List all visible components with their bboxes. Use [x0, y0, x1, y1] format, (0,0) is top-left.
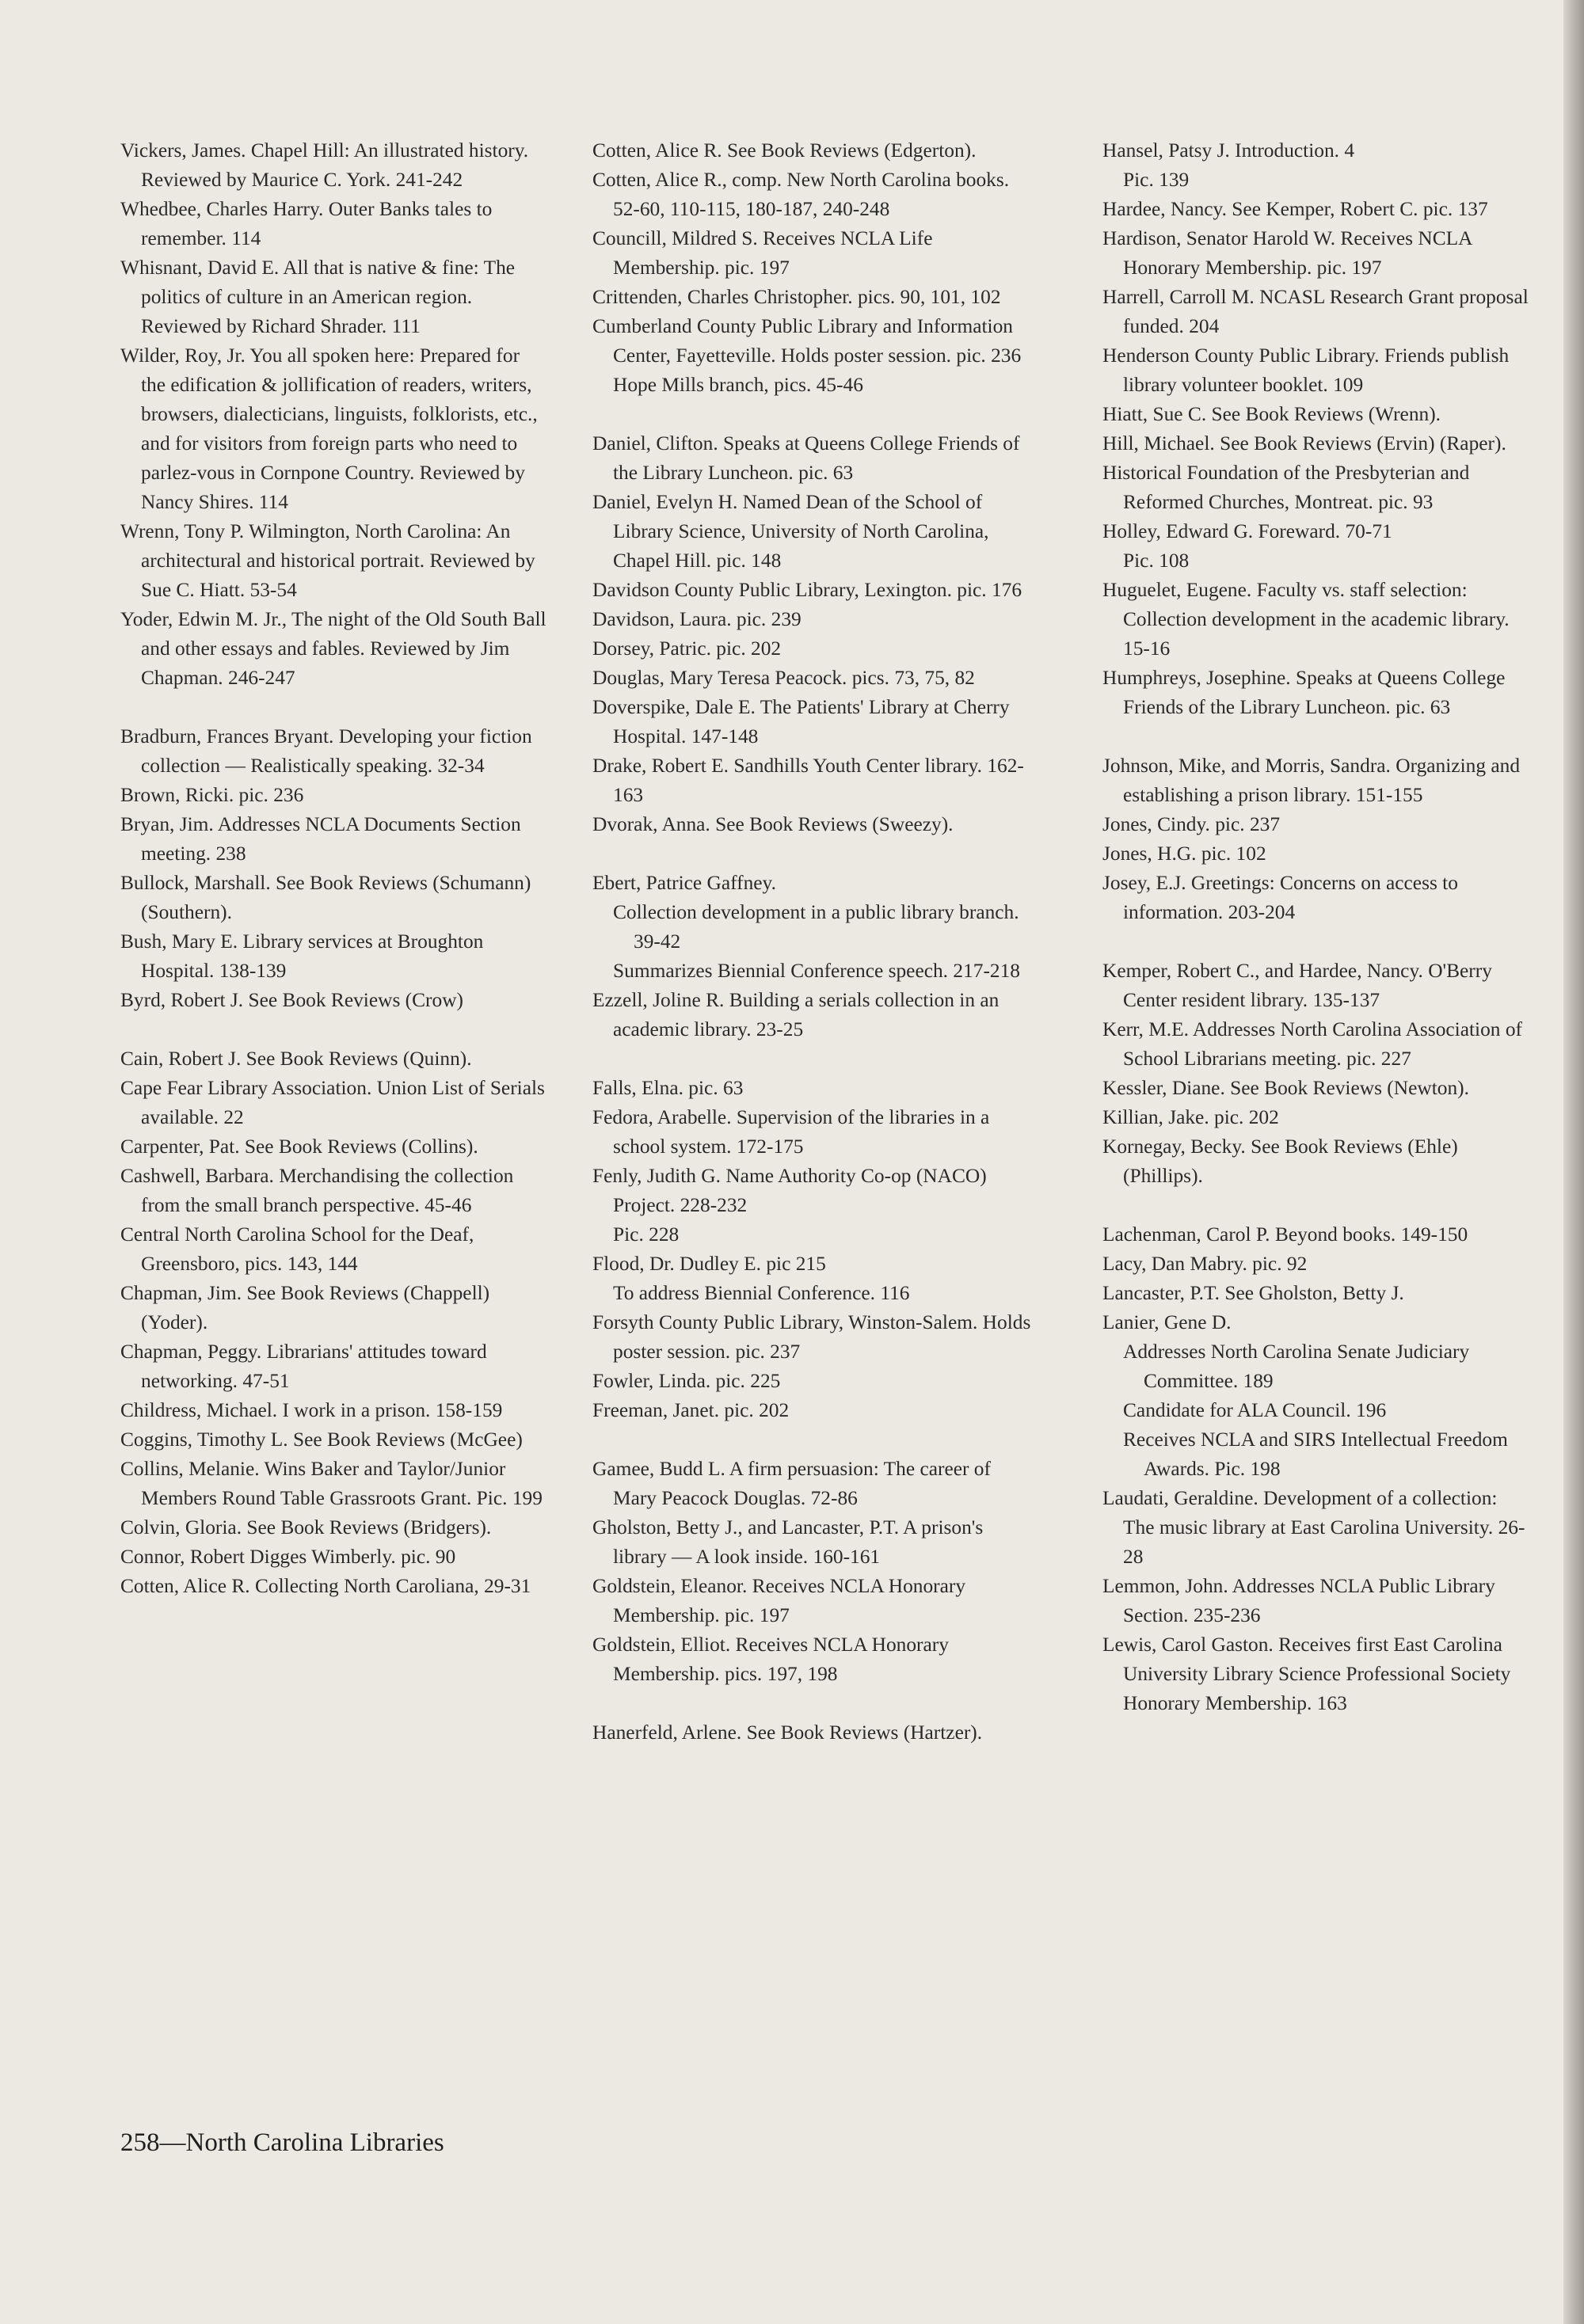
index-entry: Lacy, Dan Mabry. pic. 92 — [1102, 1253, 1308, 1275]
index-entry: Lewis, Carol Gaston. Receives first East Carolina University Library Science Professional Society Honorary Membership. 163 — [1102, 1634, 1511, 1714]
index-entry: Lemmon, John. Addresses NCLA Public Library Section. 235-236 — [1102, 1575, 1495, 1626]
index-entry: Ezzell, Joline R. Building a serials collection in an academic library. 23-25 — [592, 989, 1000, 1040]
index-entry: Cain, Robert J. See Book Reviews (Quinn). — [120, 1048, 472, 1070]
index-entry: Flood, Dr. Dudley E. pic 215 — [592, 1253, 826, 1275]
index-entry: Councill, Mildred S. Receives NCLA Life Membership. pic. 197 — [592, 227, 933, 279]
index-entry: Cashwell, Barbara. Merchandising the collection from the small branch perspective. 45-46 — [120, 1165, 514, 1216]
index-entry: Lanier, Gene D. — [1102, 1311, 1232, 1333]
index-entry: Henderson County Public Library. Friends publish library volunteer booklet. 109 — [1102, 344, 1510, 396]
index-subentry: Receives NCLA and SIRS Intellectual Freedom Awards. Pic. 198 — [1123, 1428, 1508, 1480]
index-entry: Cotten, Alice R., comp. New North Carolina books. 52-60, 110-115, 180-187, 240-248 — [592, 169, 1010, 220]
index-entry: Johnson, Mike, and Morris, Sandra. Organizing and establishing a prison library. 151-155 — [1102, 755, 1521, 806]
index-entry: Yoder, Edwin M. Jr., The night of the Old South Ball and other essays and fables. Reviewed by Jim Chapman. 246-247 — [120, 608, 546, 689]
index-entry: Holley, Edward G. Foreward. 70-71 — [1102, 520, 1392, 542]
entry-group-spacer — [592, 400, 1036, 429]
entry-group-spacer — [1102, 1191, 1530, 1220]
index-entry: Vickers, James. Chapel Hill: An illustrated history. Reviewed by Maurice C. York. 241-242 — [120, 139, 529, 191]
index-entry: Cape Fear Library Association. Union List of Serials available. 22 — [120, 1077, 545, 1128]
index-column-right — [1102, 136, 1530, 1718]
index-entry: Gamee, Budd L. A firm persuasion: The career of Mary Peacock Douglas. 72-86 — [592, 1458, 991, 1509]
index-entry: Douglas, Mary Teresa Peacock. pics. 73, 75, 82 — [592, 667, 975, 689]
entry-group-spacer — [120, 693, 548, 722]
index-subentry: Summarizes Biennial Conference speech. 217-218 — [613, 960, 1020, 982]
index-entry: Huguelet, Eugene. Faculty vs. staff selection: Collection development in the academic library. 15-16 — [1102, 579, 1510, 660]
index-entry: Whisnant, David E. All that is native & fine: The politics of culture in an American region. Reviewed by Richard Shrader. 111 — [120, 257, 516, 337]
index-entry: Kerr, M.E. Addresses North Carolina Association of School Librarians meeting. pic. 227 — [1102, 1018, 1522, 1070]
index-entry: Laudati, Geraldine. Development of a collection: The music library at East Carolina University. 26-28 — [1102, 1487, 1525, 1568]
entry-group-spacer — [592, 1689, 1036, 1718]
index-entry: Gholston, Betty J., and Lancaster, P.T. A prison's library — A look inside. 160-161 — [592, 1516, 984, 1568]
index-subentry: Pic. 139 — [1123, 169, 1190, 191]
index-entry: Fenly, Judith G. Name Authority Co-op (NACO) Project. 228-232 — [592, 1165, 987, 1216]
page-footer: 258—North Carolina Libraries — [120, 2128, 444, 2157]
index-entry: Lachenman, Carol P. Beyond books. 149-150 — [1102, 1223, 1468, 1246]
index-entry: Cotten, Alice R. See Book Reviews (Edgerton). — [592, 139, 977, 162]
index-entry: Hanerfeld, Arlene. See Book Reviews (Hartzer). — [592, 1721, 983, 1744]
index-entry: Jones, H.G. pic. 102 — [1102, 842, 1266, 865]
index-subentry: Collection development in a public library branch. 39-42 — [613, 901, 1019, 953]
index-entry: Lancaster, P.T. See Gholston, Betty J. — [1102, 1282, 1404, 1304]
index-entry: Historical Foundation of the Presbyterian and Reformed Churches, Montreat. pic. 93 — [1102, 462, 1470, 513]
index-entry: Hill, Michael. See Book Reviews (Ervin) (Raper). — [1102, 432, 1506, 455]
index-entry: Daniel, Clifton. Speaks at Queens College Friends of the Library Luncheon. pic. 63 — [592, 432, 1020, 484]
index-entry: Byrd, Robert J. See Book Reviews (Crow) — [120, 989, 464, 1011]
index-entry: Coggins, Timothy L. See Book Reviews (McGee) — [120, 1428, 523, 1451]
index-entry: Fedora, Arabelle. Supervision of the libraries in a school system. 172-175 — [592, 1106, 990, 1158]
index-entry: Cumberland County Public Library and Information Center, Fayetteville. Holds poster session. pic. 236 — [592, 315, 1022, 367]
entry-group-spacer — [120, 1015, 548, 1044]
index-entry: Chapman, Jim. See Book Reviews (Chappell) (Yoder). — [120, 1282, 490, 1333]
index-entry: Colvin, Gloria. See Book Reviews (Bridgers). — [120, 1516, 492, 1539]
index-entry: Falls, Elna. pic. 63 — [592, 1077, 744, 1099]
index-subentry: Hope Mills branch, pics. 45-46 — [613, 374, 863, 396]
index-entry: Kemper, Robert C., and Hardee, Nancy. O'Berry Center resident library. 135-137 — [1102, 960, 1492, 1011]
index-entry: Dvorak, Anna. See Book Reviews (Sweezy). — [592, 813, 954, 835]
index-entry: Harrell, Carroll M. NCASL Research Grant proposal funded. 204 — [1102, 286, 1529, 337]
index-entry: Chapman, Peggy. Librarians' attitudes toward networking. 47-51 — [120, 1341, 487, 1392]
index-entry: Hardee, Nancy. See Kemper, Robert C. pic. 137 — [1102, 198, 1488, 220]
index-entry: Humphreys, Josephine. Speaks at Queens College Friends of the Library Luncheon. pic. 63 — [1102, 667, 1506, 718]
index-entry: Collins, Melanie. Wins Baker and Taylor/Junior Members Round Table Grassroots Grant. Pic. 199 — [120, 1458, 543, 1509]
index-entry: Brown, Ricki. pic. 236 — [120, 784, 304, 806]
index-column-middle — [592, 136, 1036, 1748]
entry-group-spacer — [1102, 927, 1530, 957]
index-entry: Connor, Robert Digges Wimberly. pic. 90 — [120, 1546, 456, 1568]
index-entry: Bradburn, Frances Bryant. Developing your fiction collection — Realistically speaking. 32-34 — [120, 725, 532, 777]
index-entry: Childress, Michael. I work in a prison. 158-159 — [120, 1399, 503, 1421]
index-column-left — [120, 136, 548, 1601]
index-entry: Dorsey, Patric. pic. 202 — [592, 637, 782, 660]
index-entry: Freeman, Janet. pic. 202 — [592, 1399, 790, 1421]
index-entry: Hardison, Senator Harold W. Receives NCLA Honorary Membership. pic. 197 — [1102, 227, 1472, 279]
index-entry: Bryan, Jim. Addresses NCLA Documents Section meeting. 238 — [120, 813, 521, 865]
index-subentry: Addresses North Carolina Senate Judiciary Committee. 189 — [1123, 1341, 1470, 1392]
index-entry: Forsyth County Public Library, Winston-Salem. Holds poster session. pic. 237 — [592, 1311, 1031, 1363]
page-edge-shadow — [1563, 0, 1584, 2324]
index-entry: Davidson, Laura. pic. 239 — [592, 608, 802, 630]
index-entry: Hiatt, Sue C. See Book Reviews (Wrenn). — [1102, 403, 1441, 425]
index-entry: Killian, Jake. pic. 202 — [1102, 1106, 1279, 1128]
index-entry: Bush, Mary E. Library services at Broughton Hospital. 138-139 — [120, 930, 484, 982]
index-subentry: Pic. 228 — [613, 1223, 680, 1246]
index-entry: Fowler, Linda. pic. 225 — [592, 1370, 781, 1392]
index-entry: Cotten, Alice R. Collecting North Caroliana, 29-31 — [120, 1575, 531, 1597]
index-entry: Central North Carolina School for the Deaf, Greensboro, pics. 143, 144 — [120, 1223, 474, 1275]
index-entry: Jones, Cindy. pic. 237 — [1102, 813, 1281, 835]
entry-group-spacer — [592, 1425, 1036, 1455]
index-entry: Hansel, Patsy J. Introduction. 4 — [1102, 139, 1355, 162]
index-subentry: To address Biennial Conference. 116 — [613, 1282, 910, 1304]
index-entry: Crittenden, Charles Christopher. pics. 90, 101, 102 — [592, 286, 1001, 308]
index-entry: Wrenn, Tony P. Wilmington, North Carolina: An architectural and historical portrait. Reviewed by Sue C. Hiatt. 53-54 — [120, 520, 535, 601]
index-entry: Carpenter, Pat. See Book Reviews (Collins). — [120, 1135, 478, 1158]
index-entry: Bullock, Marshall. See Book Reviews (Schumann) (Southern). — [120, 872, 531, 923]
index-entry: Drake, Robert E. Sandhills Youth Center library. 162-163 — [592, 755, 1024, 806]
index-entry: Doverspike, Dale E. The Patients' Library at Cherry Hospital. 147-148 — [592, 696, 1010, 747]
index-entry: Goldstein, Elliot. Receives NCLA Honorary Membership. pics. 197, 198 — [592, 1634, 949, 1685]
index-entry: Whedbee, Charles Harry. Outer Banks tales to remember. 114 — [120, 198, 493, 249]
index-entry: Daniel, Evelyn H. Named Dean of the School of Library Science, University of North Carolina, Chapel Hill. pic. 148 — [592, 491, 989, 572]
entry-group-spacer — [592, 1044, 1036, 1074]
index-subentry: Candidate for ALA Council. 196 — [1123, 1399, 1387, 1421]
index-entry: Goldstein, Eleanor. Receives NCLA Honorary Membership. pic. 197 — [592, 1575, 966, 1626]
index-subentry: Pic. 108 — [1123, 550, 1190, 572]
index-entry: Ebert, Patrice Gaffney. — [592, 872, 776, 894]
entry-group-spacer — [592, 839, 1036, 869]
index-entry: Wilder, Roy, Jr. You all spoken here: Prepared for the edification & jollification of readers, writers, browsers, dialecticians, linguists, folklorists, etc., and for visitors from foreign parts who need to parlez-vous in Cornpone Country. Reviewed by Nancy Shires. 114 — [120, 344, 538, 513]
index-entry: Josey, E.J. Greetings: Concerns on access to information. 203-204 — [1102, 872, 1458, 923]
index-entry: Kornegay, Becky. See Book Reviews (Ehle) (Phillips). — [1102, 1135, 1458, 1187]
index-entry: Davidson County Public Library, Lexington. pic. 176 — [592, 579, 1022, 601]
index-entry: Kessler, Diane. See Book Reviews (Newton). — [1102, 1077, 1469, 1099]
entry-group-spacer — [1102, 722, 1530, 751]
